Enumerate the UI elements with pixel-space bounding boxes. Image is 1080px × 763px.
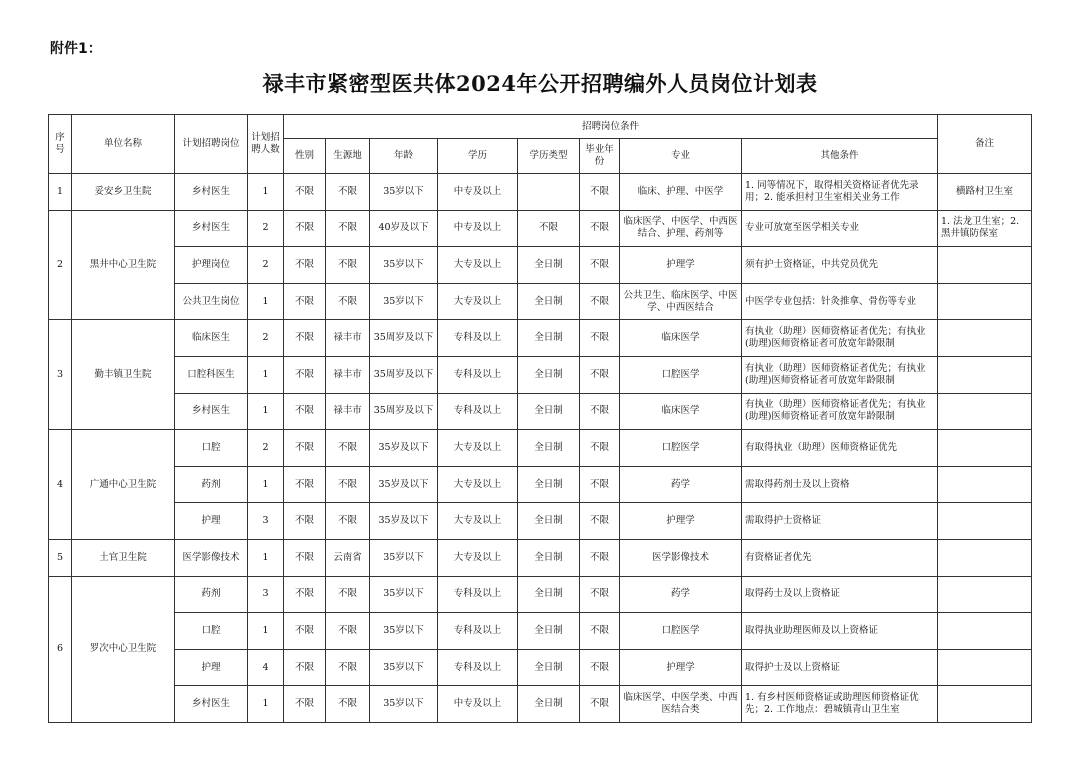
grad-year-cell: 不限 [580,649,620,686]
count-cell: 1 [248,539,284,576]
other-cell: 中医学专业包括：针灸推拿、骨伤等专业 [742,283,938,320]
major-cell: 临床医学、中医学、中西医结合、护理、药剂等 [620,210,742,247]
edu-type-cell: 全日制 [518,649,580,686]
seq-cell: 4 [49,430,72,540]
remark-cell [938,247,1032,284]
gender-cell: 不限 [284,576,326,613]
header-origin: 生源地 [326,139,370,174]
age-cell: 35岁以下 [370,649,438,686]
post-cell: 药剂 [175,466,248,503]
age-cell: 40岁及以下 [370,210,438,247]
remark-cell [938,686,1032,723]
count-cell: 2 [248,210,284,247]
other-cell: 有取得执业（助理）医师资格证优先 [742,430,938,467]
remark-cell [938,320,1032,357]
remark-cell [938,613,1032,650]
unit-cell: 广通中心卫生院 [72,430,175,540]
major-cell: 药学 [620,576,742,613]
post-cell: 护理 [175,649,248,686]
other-cell: 有执业（助理）医师资格证者优先；有执业(助理)医师资格证者可放宽年龄限制 [742,393,938,430]
unit-cell: 罗次中心卫生院 [72,576,175,722]
edu-type-cell [518,174,580,211]
edu-type-cell: 全日制 [518,283,580,320]
table-row [49,686,1032,723]
seq-cell: 5 [49,539,72,576]
grad-year-cell: 不限 [580,174,620,211]
gender-cell: 不限 [284,356,326,393]
count-cell: 1 [248,393,284,430]
age-cell: 35岁以下 [370,576,438,613]
education-cell: 专科及以上 [438,393,518,430]
header-gender: 性别 [284,139,326,174]
education-cell: 中专及以上 [438,174,518,211]
education-cell: 中专及以上 [438,686,518,723]
remark-cell [938,649,1032,686]
edu-type-cell: 全日制 [518,247,580,284]
count-cell: 4 [248,649,284,686]
seq-cell: 3 [49,320,72,430]
origin-cell: 不限 [326,430,370,467]
post-cell: 护理 [175,503,248,540]
other-cell: 须有护士资格证，中共党员优先 [742,247,938,284]
origin-cell: 禄丰市 [326,393,370,430]
remark-cell: 1. 法龙卫生室；2. 黑井镇防保室 [938,210,1032,247]
other-cell: 取得执业助理医师及以上资格证 [742,613,938,650]
edu-type-cell: 全日制 [518,356,580,393]
seq-cell: 1 [49,174,72,211]
header-education: 学历 [438,139,518,174]
education-cell: 大专及以上 [438,466,518,503]
table-row [49,283,1032,320]
attachment-label: 附件1： [50,41,102,57]
education-cell: 专科及以上 [438,356,518,393]
table-row [49,210,1032,247]
remark-cell [938,503,1032,540]
table-row [49,430,1032,467]
table-row [49,247,1032,284]
education-cell: 大专及以上 [438,283,518,320]
post-cell: 口腔 [175,430,248,467]
count-cell: 1 [248,466,284,503]
remark-cell: 横路村卫生室 [938,174,1032,211]
table-row [49,356,1032,393]
other-cell: 需取得护士资格证 [742,503,938,540]
edu-type-cell: 全日制 [518,393,580,430]
education-cell: 专科及以上 [438,576,518,613]
count-cell: 1 [248,174,284,211]
gender-cell: 不限 [284,503,326,540]
count-cell: 1 [248,356,284,393]
unit-cell: 勤丰镇卫生院 [72,320,175,430]
education-cell: 大专及以上 [438,503,518,540]
remark-cell [938,466,1032,503]
edu-type-cell: 全日制 [518,539,580,576]
major-cell: 临床医学、中医学类、中西医结合类 [620,686,742,723]
grad-year-cell: 不限 [580,356,620,393]
grad-year-cell: 不限 [580,466,620,503]
origin-cell: 不限 [326,466,370,503]
gender-cell: 不限 [284,283,326,320]
post-cell: 护理岗位 [175,247,248,284]
recruitment-plan-table [48,114,1032,723]
header-post: 计划招聘岗位 [175,115,248,174]
unit-cell: 土官卫生院 [72,539,175,576]
origin-cell: 禄丰市 [326,356,370,393]
age-cell: 35周岁及以下 [370,393,438,430]
header-grad-year: 毕业年份 [580,139,620,174]
post-cell: 口腔科医生 [175,356,248,393]
post-cell: 口腔 [175,613,248,650]
post-cell: 医学影像技术 [175,539,248,576]
count-cell: 2 [248,247,284,284]
edu-type-cell: 全日制 [518,503,580,540]
grad-year-cell: 不限 [580,503,620,540]
seq-cell: 2 [49,210,72,320]
gender-cell: 不限 [284,539,326,576]
header-count: 计划招聘人数 [248,115,284,174]
origin-cell: 不限 [326,576,370,613]
grad-year-cell: 不限 [580,686,620,723]
origin-cell: 不限 [326,210,370,247]
grad-year-cell: 不限 [580,283,620,320]
gender-cell: 不限 [284,174,326,211]
major-cell: 口腔医学 [620,430,742,467]
table-row [49,576,1032,613]
major-cell: 医学影像技术 [620,539,742,576]
edu-type-cell: 全日制 [518,613,580,650]
gender-cell: 不限 [284,466,326,503]
edu-type-cell: 全日制 [518,430,580,467]
count-cell: 1 [248,283,284,320]
remark-cell [938,539,1032,576]
other-cell: 取得药士及以上资格证 [742,576,938,613]
unit-cell: 妥安乡卫生院 [72,174,175,211]
edu-type-cell: 全日制 [518,576,580,613]
table-row [49,466,1032,503]
age-cell: 35岁以下 [370,283,438,320]
education-cell: 大专及以上 [438,539,518,576]
count-cell: 3 [248,503,284,540]
age-cell: 35岁以下 [370,247,438,284]
gender-cell: 不限 [284,613,326,650]
remark-cell [938,430,1032,467]
major-cell: 公共卫生、临床医学、中医学、中西医结合 [620,283,742,320]
age-cell: 35岁以下 [370,686,438,723]
age-cell: 35岁以下 [370,613,438,650]
table-row [49,649,1032,686]
remark-cell [938,393,1032,430]
header-conditions: 招聘岗位条件 [284,115,938,139]
post-cell: 公共卫生岗位 [175,283,248,320]
grad-year-cell: 不限 [580,576,620,613]
gender-cell: 不限 [284,649,326,686]
major-cell: 药学 [620,466,742,503]
origin-cell: 不限 [326,174,370,211]
major-cell: 口腔医学 [620,613,742,650]
education-cell: 大专及以上 [438,247,518,284]
header-seq: 序号 [49,115,72,174]
gender-cell: 不限 [284,393,326,430]
header-major: 专业 [620,139,742,174]
gender-cell: 不限 [284,430,326,467]
other-cell: 1. 同等情况下，取得相关资格证者优先录用；2. 能承担村卫生室相关业务工作 [742,174,938,211]
grad-year-cell: 不限 [580,210,620,247]
post-cell: 药剂 [175,576,248,613]
table-row [49,539,1032,576]
age-cell: 35周岁及以下 [370,356,438,393]
remark-cell [938,283,1032,320]
other-cell: 需取得药剂士及以上资格 [742,466,938,503]
origin-cell: 不限 [326,247,370,284]
major-cell: 护理学 [620,503,742,540]
grad-year-cell: 不限 [580,613,620,650]
gender-cell: 不限 [284,247,326,284]
count-cell: 1 [248,613,284,650]
table-row [49,503,1032,540]
gender-cell: 不限 [284,320,326,357]
edu-type-cell: 全日制 [518,466,580,503]
other-cell: 有执业（助理）医师资格证者优先；有执业(助理)医师资格证者可放宽年龄限制 [742,356,938,393]
header-edu-type: 学历类型 [518,139,580,174]
other-cell: 专业可放宽至医学相关专业 [742,210,938,247]
education-cell: 专科及以上 [438,613,518,650]
major-cell: 临床、护理、中医学 [620,174,742,211]
grad-year-cell: 不限 [580,430,620,467]
table-row [49,393,1032,430]
origin-cell: 不限 [326,283,370,320]
post-cell: 乡村医生 [175,393,248,430]
grad-year-cell: 不限 [580,539,620,576]
major-cell: 护理学 [620,247,742,284]
post-cell: 乡村医生 [175,174,248,211]
origin-cell: 云南省 [326,539,370,576]
age-cell: 35岁及以下 [370,466,438,503]
table-row [49,613,1032,650]
education-cell: 专科及以上 [438,649,518,686]
gender-cell: 不限 [284,686,326,723]
gender-cell: 不限 [284,210,326,247]
header-row-1 [49,115,1032,139]
age-cell: 35周岁及以下 [370,320,438,357]
major-cell: 口腔医学 [620,356,742,393]
count-cell: 2 [248,320,284,357]
other-cell: 取得护士及以上资格证 [742,649,938,686]
age-cell: 35岁及以下 [370,503,438,540]
origin-cell: 不限 [326,686,370,723]
table-row [49,320,1032,357]
post-cell: 临床医生 [175,320,248,357]
other-cell: 有执业（助理）医师资格证者优先；有执业(助理)医师资格证者可放宽年龄限制 [742,320,938,357]
origin-cell: 不限 [326,613,370,650]
grad-year-cell: 不限 [580,320,620,357]
unit-cell: 黑井中心卫生院 [72,210,175,320]
major-cell: 临床医学 [620,393,742,430]
edu-type-cell: 不限 [518,210,580,247]
remark-cell [938,356,1032,393]
other-cell: 1. 有乡村医师资格证或助理医师资格证优先；2. 工作地点：碧城镇青山卫生室 [742,686,938,723]
header-unit: 单位名称 [72,115,175,174]
origin-cell: 禄丰市 [326,320,370,357]
page-title: 禄丰市紧密型医共体2024年公开招聘编外人员岗位计划表 [262,71,818,96]
origin-cell: 不限 [326,503,370,540]
grad-year-cell: 不限 [580,247,620,284]
age-cell: 35岁以下 [370,539,438,576]
education-cell: 中专及以上 [438,210,518,247]
grad-year-cell: 不限 [580,393,620,430]
post-cell: 乡村医生 [175,686,248,723]
count-cell: 2 [248,430,284,467]
header-age: 年龄 [370,139,438,174]
major-cell: 护理学 [620,649,742,686]
edu-type-cell: 全日制 [518,320,580,357]
other-cell: 有资格证者优先 [742,539,938,576]
age-cell: 35岁及以下 [370,430,438,467]
edu-type-cell: 全日制 [518,686,580,723]
table-row [49,174,1032,211]
header-remark: 备注 [938,115,1032,174]
count-cell: 3 [248,576,284,613]
major-cell: 临床医学 [620,320,742,357]
age-cell: 35岁以下 [370,174,438,211]
education-cell: 大专及以上 [438,430,518,467]
header-other: 其他条件 [742,139,938,174]
seq-cell: 6 [49,576,72,722]
count-cell: 1 [248,686,284,723]
post-cell: 乡村医生 [175,210,248,247]
education-cell: 专科及以上 [438,320,518,357]
origin-cell: 不限 [326,649,370,686]
remark-cell [938,576,1032,613]
